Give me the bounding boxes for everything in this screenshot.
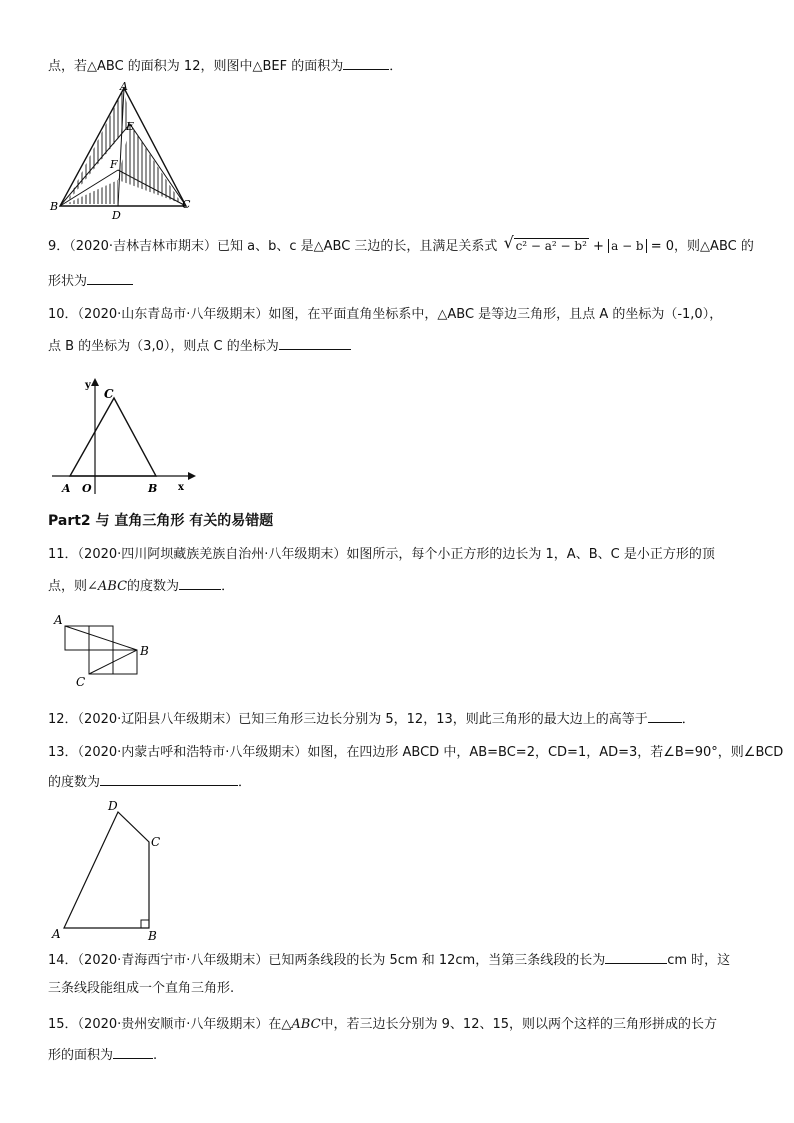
q10-text: 10．（2020·山东青岛市·八年级期末）如图，在平面直角坐标系中，△ABC 是等边三角形，且点 A 的坐标为（-1,0）， bbox=[48, 307, 723, 322]
q14-text-line2: 三条线段能组成一个直角三角形. bbox=[48, 981, 235, 996]
shaded-region-1 bbox=[66, 88, 130, 204]
q11-answer-blank[interactable] bbox=[179, 576, 221, 590]
label-d: D bbox=[112, 209, 121, 220]
label-b: B bbox=[148, 482, 158, 495]
x-axis-arrow-icon bbox=[188, 472, 196, 480]
label-b: B bbox=[140, 644, 149, 658]
segment-ab bbox=[65, 626, 137, 650]
label-c: C bbox=[182, 198, 191, 211]
q9-text: 9．（2020·吉林吉林市期末）已知 a、b、c 是△ABC 三边的长，且满足关系式 √ c² − a² − b² + a − b = 0，则△ABC 的 bbox=[48, 233, 754, 254]
label-a: A bbox=[54, 613, 63, 627]
q12-text: 12．（2020·辽阳县八年级期末）已知三角形三边长分别为 5，12，13，则此三角形的最大边上的高等于 ． bbox=[48, 709, 695, 729]
label-e: E bbox=[126, 120, 135, 133]
grid-square bbox=[113, 650, 137, 674]
q15-text-line2: 形的面积为 . bbox=[48, 1045, 157, 1065]
q11-grid-figure bbox=[48, 610, 163, 690]
radical-icon: √ bbox=[503, 233, 514, 252]
q13-answer-blank[interactable] bbox=[100, 772, 238, 786]
right-angle-icon bbox=[141, 920, 149, 928]
q13-text: 13．（2020·内蒙古呼和浩特市·八年级期末）如图，在四边形 ABCD 中，AB=BC=2，CD=1，AD=3，若∠B=90°，则∠BCD bbox=[48, 745, 784, 760]
grid-square bbox=[89, 650, 113, 674]
label-d: D bbox=[108, 799, 118, 813]
q15-text: 15．（2020·贵州安顺市·八年级期末）在△ABC中，若三边长分别为 9、12、15，则以两个这样的三角形拼成的长方 bbox=[48, 1017, 718, 1032]
q11-text: 11．（2020·四川阿坝藏族羌族自治州·八年级期末）如图所示，每个小正方形的边长为 1，A、B、C 是小正方形的顶 bbox=[48, 547, 715, 562]
q10-answer-blank[interactable] bbox=[279, 336, 351, 350]
quadrilateral-abcd bbox=[64, 812, 149, 928]
label-c: C bbox=[151, 835, 161, 849]
label-o: O bbox=[82, 482, 92, 495]
q10-text-line2: 点 B 的坐标为（3,0），则点 C 的坐标为 bbox=[48, 336, 351, 356]
q15-answer-blank[interactable] bbox=[113, 1045, 153, 1059]
equilateral-triangle bbox=[70, 398, 156, 476]
label-a: A bbox=[120, 80, 128, 93]
label-y: y bbox=[85, 380, 91, 391]
y-axis-arrow-icon bbox=[91, 378, 99, 386]
label-c: C bbox=[104, 387, 114, 401]
q11-text-line2: 点，则∠ABC的度数为 ． bbox=[48, 576, 234, 596]
q14-answer-blank[interactable] bbox=[605, 950, 667, 964]
part2-heading: Part2 与 直角三角形 有关的易错题 bbox=[48, 513, 274, 529]
q9-text-line2: 形状为 bbox=[48, 271, 133, 291]
label-f: F bbox=[110, 158, 118, 171]
label-b: B bbox=[148, 929, 157, 943]
label-c: C bbox=[76, 675, 86, 689]
q14-text: 14．（2020·青海西宁市·八年级期末）已知两条线段的长为 5cm 和 12cm，当第三条线段的长为 cm 时，这 bbox=[48, 950, 730, 970]
q8-text: 点，若△ABC 的面积为 12，则图中△BEF 的面积为 ． bbox=[48, 56, 402, 76]
label-a: A bbox=[62, 482, 71, 495]
q9-answer-blank[interactable] bbox=[87, 271, 133, 285]
label-a: A bbox=[52, 927, 61, 941]
q13-quadrilateral-figure bbox=[48, 798, 168, 944]
label-b: B bbox=[50, 200, 59, 213]
q8-triangle-figure bbox=[48, 80, 208, 220]
abs-expression: a − b bbox=[608, 239, 647, 253]
label-x: x bbox=[178, 482, 184, 493]
q12-answer-blank[interactable] bbox=[648, 709, 682, 723]
sqrt-expression: √ c² − a² − b² bbox=[503, 233, 587, 253]
q13-text-line2: 的度数为 ． bbox=[48, 772, 251, 792]
q10-coordinate-figure bbox=[48, 374, 198, 498]
q8-answer-blank[interactable] bbox=[343, 56, 389, 70]
